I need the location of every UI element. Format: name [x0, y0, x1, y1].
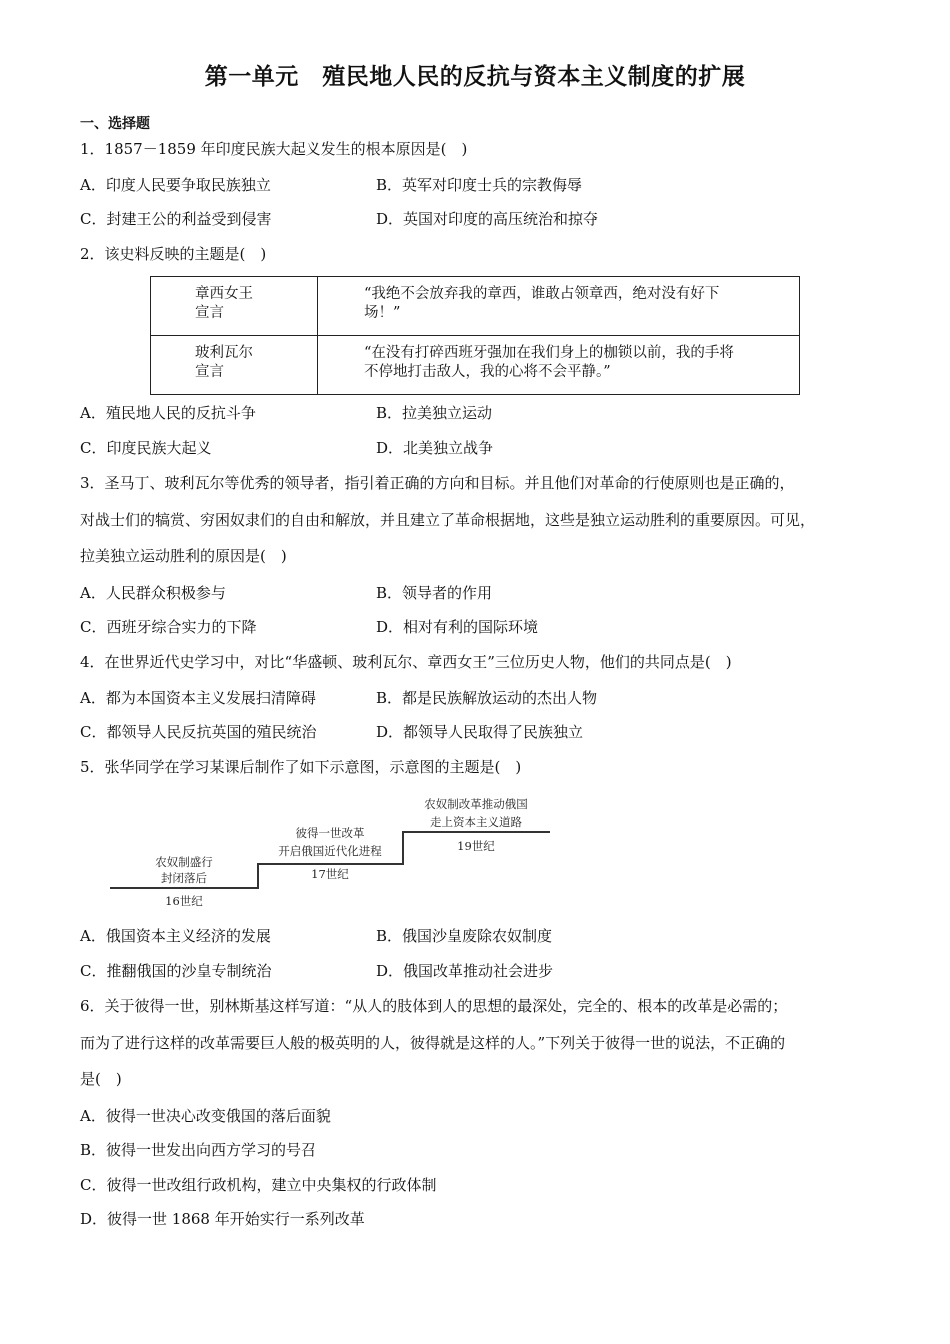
question-4-stem: 4．在世界近代史学习中，对比“华盛顿、玻利瓦尔、章西女王”三位历史人物，他们的共同点是( )	[80, 653, 732, 671]
source-name-line: 宣言	[195, 364, 224, 380]
step-1-label-line: 农奴制盛行	[155, 855, 213, 869]
source-row-bolivar	[151, 336, 800, 395]
question-3-stem-line: 拉美独立运动胜利的原因是( )	[80, 547, 287, 565]
question-2-option-c[interactable]: C．印度民族大起义	[80, 439, 212, 457]
question-6-option-c[interactable]: C．彼得一世改组行政机构，建立中央集权的行政体制	[80, 1176, 437, 1194]
question-6-stem-line: 6．关于彼得一世，别林斯基这样写道：“从人的肢体到人的思想的最深处，完全的、根本的改革是必需的；	[80, 997, 788, 1015]
page-title: 第一单元 殖民地人民的反抗与资本主义制度的扩展	[204, 64, 746, 90]
source-name-line: 章西女王	[195, 286, 253, 302]
step-3-century: 19世纪	[457, 839, 495, 853]
question-1-option-b[interactable]: B．英军对印度士兵的宗教侮辱	[376, 176, 583, 194]
question-6-option-d[interactable]: D．彼得一世 1868 年开始实行一系列改革	[80, 1210, 365, 1228]
question-1-option-a[interactable]: A．印度人民要争取民族独立	[80, 176, 271, 194]
question-6-option-b[interactable]: B．彼得一世发出向西方学习的号召	[80, 1141, 317, 1159]
reform-staircase-diagram	[108, 792, 558, 912]
step-2-label-line: 彼得一世改革	[295, 826, 365, 840]
question-2-option-b[interactable]: B．拉美独立运动	[376, 404, 493, 422]
question-6-stem-line: 而为了进行这样的改革需要巨人般的极英明的人，彼得就是这样的人。”下列关于彼得一世的说法，不正确的	[80, 1034, 786, 1052]
source-quote-line: 场！”	[364, 305, 401, 321]
question-3-option-c[interactable]: C．西班牙综合实力的下降	[80, 618, 257, 636]
question-4-option-a[interactable]: A．都为本国资本主义发展扫清障碍	[80, 689, 316, 707]
source-quote-line: “在没有打碎西班牙强加在我们身上的枷锁以前，我的手将	[364, 345, 734, 361]
question-3-option-b[interactable]: B．领导者的作用	[376, 584, 493, 602]
question-3-stem-line: 对战士们的犒赏、穷困奴隶们的自由和解放，并且建立了革命根据地，这些是独立运动胜利的重要原因。可见，	[80, 511, 816, 529]
step-1-label-line: 封闭落后	[161, 871, 207, 885]
step-3-label-line: 走上资本主义道路	[430, 815, 522, 829]
question-5-option-a[interactable]: A．俄国资本主义经济的发展	[80, 927, 271, 945]
source-row-queen	[151, 277, 800, 336]
question-6-option-a[interactable]: A．彼得一世决心改变俄国的落后面貌	[80, 1107, 331, 1125]
source-quote-cell	[318, 277, 800, 336]
question-1-stem: 1．1857－1859 年印度民族大起义发生的根本原因是( )	[80, 140, 468, 158]
source-quote-line: 不停地打击敌人，我的心将不会平静。”	[364, 364, 611, 380]
question-5-option-b[interactable]: B．俄国沙皇废除农奴制度	[376, 927, 553, 945]
step-2-label-line: 开启俄国近代化进程	[278, 844, 382, 858]
question-2-option-d[interactable]: D．北美独立战争	[376, 439, 494, 457]
source-quote-cell	[318, 336, 800, 395]
source-name-cell	[151, 277, 318, 336]
step-1-century: 16世纪	[165, 894, 203, 908]
question-4-option-b[interactable]: B．都是民族解放运动的杰出人物	[376, 689, 598, 707]
question-1-option-c[interactable]: C．封建王公的利益受到侵害	[80, 210, 272, 228]
question-2-stem: 2．该史料反映的主题是( )	[80, 245, 267, 263]
question-4-option-d[interactable]: D．都领导人民取得了民族独立	[376, 723, 584, 741]
question-3-option-a[interactable]: A．人民群众积极参与	[80, 584, 226, 602]
source-name-cell	[151, 336, 318, 395]
question-4-option-c[interactable]: C．都领导人民反抗英国的殖民统治	[80, 723, 317, 741]
source-name-line: 玻利瓦尔	[195, 345, 253, 361]
source-table	[150, 276, 800, 395]
question-1-option-d[interactable]: D．英国对印度的高压统治和掠夺	[376, 210, 599, 228]
question-5-option-c[interactable]: C．推翻俄国的沙皇专制统治	[80, 962, 272, 980]
step-2-century: 17世纪	[311, 867, 349, 881]
question-5-option-d[interactable]: D．俄国改革推动社会进步	[376, 962, 554, 980]
question-3-stem-line: 3．圣马丁、玻利瓦尔等优秀的领导者，指引着正确的方向和目标。并且他们对革命的行使原则也是正确的，	[80, 474, 795, 492]
step-3-label-line: 农奴制改革推动俄国	[424, 797, 528, 811]
question-3-option-d[interactable]: D．相对有利的国际环境	[376, 618, 539, 636]
source-name-line: 宣言	[195, 305, 224, 321]
question-6-stem-line: 是( )	[80, 1070, 122, 1088]
section-heading: 一、选择题	[80, 116, 150, 132]
source-quote-line: “我绝不会放弃我的章西，谁敢占领章西，绝对没有好下	[364, 286, 720, 302]
question-2-option-a[interactable]: A．殖民地人民的反抗斗争	[80, 404, 256, 422]
question-5-stem: 5．张华同学在学习某课后制作了如下示意图，示意图的主题是( )	[80, 758, 522, 776]
